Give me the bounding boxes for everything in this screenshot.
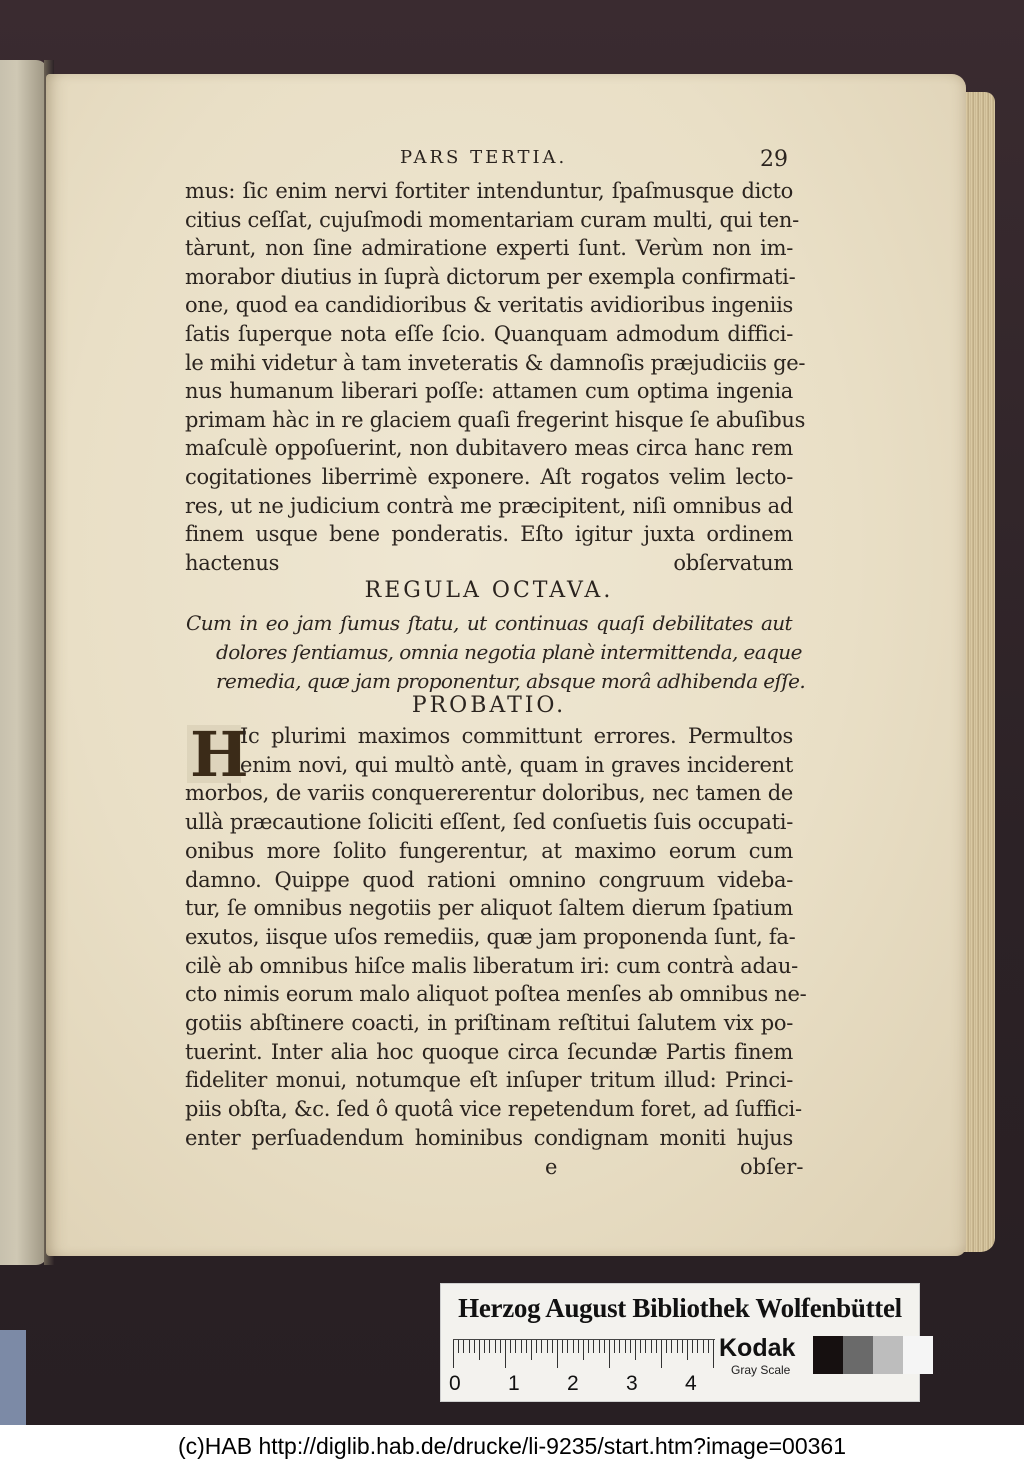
gray-swatch bbox=[903, 1336, 933, 1374]
heading-probatio: PROBATIO. bbox=[411, 693, 567, 718]
text-line: Ic plurimi maximos committunt errores. Permultos bbox=[240, 724, 793, 748]
color-reference-card bbox=[440, 1283, 920, 1402]
kodak-logo: Kodak bbox=[719, 1334, 796, 1362]
text-line: gotiis abſtinere coacti, in priſtinam reſtitui ſalutem vix po- bbox=[185, 1011, 793, 1035]
ruler-tick bbox=[614, 1340, 615, 1353]
ruler-tick bbox=[682, 1340, 683, 1353]
text-line: enter perſuadendum hominibus condignam moniti hujus bbox=[185, 1125, 793, 1150]
ruler-tick bbox=[552, 1340, 553, 1353]
ruler-tick bbox=[495, 1340, 496, 1353]
ruler-tick bbox=[562, 1340, 563, 1353]
ruler-tick bbox=[484, 1340, 485, 1353]
ruler-tick bbox=[604, 1340, 605, 1353]
text-line: maſculè oppoſuerint, non dubitavero meas circa hanc rem bbox=[185, 436, 793, 461]
ruler-number: 0 bbox=[449, 1372, 461, 1395]
ruler-tick bbox=[635, 1340, 636, 1360]
ruler-tick bbox=[666, 1340, 667, 1353]
text-line: hactenus obſervatum bbox=[185, 550, 793, 575]
text-line: nus humanum liberari poſſe: attamen cum optima ingenia bbox=[185, 379, 793, 404]
ruler-tick bbox=[583, 1340, 584, 1360]
text-line: cogitationes liberrimè exponere. Aſt rogatos velim lecto- bbox=[185, 465, 793, 489]
ruler-tick bbox=[599, 1340, 600, 1353]
text-line: tuerint. Inter alia hoc quoque circa ſecundæ Partis finem bbox=[185, 1039, 793, 1064]
ruler-tick bbox=[708, 1340, 709, 1353]
ruler-tick bbox=[510, 1340, 511, 1353]
drop-capital: H bbox=[190, 718, 249, 791]
color-target-edge bbox=[0, 1330, 26, 1425]
ruler-tick bbox=[541, 1340, 542, 1353]
ruler-number: 3 bbox=[626, 1372, 638, 1395]
gray-swatch bbox=[813, 1336, 843, 1374]
ruler-tick bbox=[567, 1340, 568, 1353]
ruler-tick bbox=[573, 1340, 574, 1353]
ruler-tick bbox=[453, 1340, 454, 1368]
ruler-tick bbox=[458, 1340, 459, 1353]
text-line: one, quod ea candidioribus & veritatis avidioribus ingeniis bbox=[185, 293, 793, 318]
ruler-tick bbox=[625, 1340, 626, 1353]
gray-swatch bbox=[843, 1336, 873, 1374]
text-line: finem usque bene ponderatis. Eſto igitur juxta ordinem bbox=[185, 522, 793, 547]
running-head: PARS TERTIA. bbox=[400, 147, 568, 168]
ruler-tick bbox=[463, 1340, 464, 1353]
ruler-tick bbox=[661, 1340, 662, 1368]
text-line: tàrunt, non ſine admiratione experti ſunt. Verùm non im- bbox=[185, 236, 793, 261]
text-line: ſatis ſuperque nota eſſe ſcio. Quanquam admodum diffici- bbox=[185, 322, 793, 346]
text-line: citius ceſſat, cujuſmodi momentariam curam multi, qui ten- bbox=[185, 207, 799, 232]
gray-scale-label: Gray Scale bbox=[731, 1363, 791, 1377]
ruler-tick bbox=[593, 1340, 594, 1353]
ruler-tick bbox=[697, 1340, 698, 1353]
ruler-tick bbox=[630, 1340, 631, 1353]
text-line: exutos, iisque uſos remediis, quæ jam proponenda ſunt, fa- bbox=[185, 924, 796, 949]
text-line: ullà præcautione ſoliciti eſſent, ſed conſuetis ſuis occupati- bbox=[185, 810, 793, 835]
ruler-tick bbox=[500, 1340, 501, 1353]
credit-line: (c)HAB http://diglib.hab.de/drucke/li-9235/start.htm?image=00361 bbox=[177, 1433, 846, 1459]
ruler-number: 4 bbox=[685, 1372, 697, 1395]
ruler-tick bbox=[505, 1340, 506, 1368]
text-line: fideliter monui, notumque eſt inſuper tritum illud: Princi- bbox=[185, 1068, 793, 1093]
text-line: cto nimis eorum malo aliquot poſtea menſes ab omnibus ne- bbox=[185, 982, 807, 1007]
ruler-tick bbox=[713, 1340, 714, 1368]
text-line: morabor diutius in ſuprà dictorum per exempla confirmati- bbox=[185, 264, 796, 289]
ruler-tick bbox=[645, 1340, 646, 1353]
ruler-tick bbox=[677, 1340, 678, 1353]
ruler-tick bbox=[557, 1340, 558, 1368]
italic-line: remedia, quæ jam proponentur, absque morâ adhibenda eſſe. bbox=[216, 669, 806, 693]
text-line: morbos, de variis conquererentur doloribus, nec tamen de bbox=[185, 781, 793, 806]
text-line: mus: ſic enim nervi fortiter intenduntur, ſpaſmusque dicto bbox=[185, 179, 793, 203]
ruler-tick bbox=[526, 1340, 527, 1353]
ruler-tick bbox=[479, 1340, 480, 1360]
facing-page-edge bbox=[0, 60, 48, 1265]
text-line: damno. Quippe quod rationi omnino congruum videba- bbox=[185, 867, 793, 892]
ruler-tick bbox=[588, 1340, 589, 1353]
ruler-number: 1 bbox=[508, 1372, 520, 1395]
ruler-tick bbox=[547, 1340, 548, 1353]
library-name: Herzog August Bibliothek Wolfenbüttel bbox=[458, 1293, 902, 1323]
ruler-tick bbox=[671, 1340, 672, 1353]
ruler-tick bbox=[521, 1340, 522, 1353]
ruler-tick bbox=[531, 1340, 532, 1360]
ruler-tick bbox=[651, 1340, 652, 1353]
catchword: obſer- bbox=[740, 1155, 804, 1179]
ruler-tick bbox=[619, 1340, 620, 1353]
scale-ruler bbox=[453, 1339, 715, 1370]
text-line: piis obſta, &c. ſed ô quotâ vice repetendum foret, ad ſuffici- bbox=[185, 1097, 802, 1122]
text-line: primam hàc in re glaciem quaſi fregerint hisque ſe abuſibus bbox=[185, 407, 806, 432]
text-line: enim novi, qui multò antè, quam in graves inciderent bbox=[240, 752, 793, 777]
text-line: onibus more ſolito fungerentur, at maximo eorum cum bbox=[185, 838, 793, 863]
ruler-tick bbox=[703, 1340, 704, 1353]
ruler-tick bbox=[692, 1340, 693, 1353]
text-line: le mihi videtur à tam inveteratis & damnoſis præjudiciis ge- bbox=[185, 350, 806, 375]
text-line: res, ut ne judicium contrà me præcipitent, niſi omnibus ad bbox=[185, 493, 793, 518]
gray-swatch bbox=[873, 1336, 903, 1374]
ruler-tick bbox=[640, 1340, 641, 1353]
credit-bar bbox=[0, 1425, 1024, 1469]
italic-line: Cum in eo jam ſumus ſtatu, ut continuas quaſi debilitates aut bbox=[186, 611, 792, 635]
text-line: tur, ſe omnibus negotiis per aliquot ſaltem dierum ſpatium bbox=[185, 896, 793, 921]
ruler-tick bbox=[578, 1340, 579, 1353]
ruler-tick bbox=[515, 1340, 516, 1353]
ruler-tick bbox=[536, 1340, 537, 1353]
ruler-numbers bbox=[449, 1372, 719, 1396]
ruler-number: 2 bbox=[567, 1372, 579, 1395]
heading-regula: REGULA OCTAVA. bbox=[364, 578, 614, 603]
ruler-tick bbox=[474, 1340, 475, 1353]
ruler-tick bbox=[656, 1340, 657, 1353]
ruler-tick bbox=[469, 1340, 470, 1353]
ruler-tick bbox=[609, 1340, 610, 1368]
italic-line: dolores ſentiamus, omnia negotia planè intermittenda, eaque bbox=[216, 640, 802, 664]
text-line: cilè ab omnibus hiſce malis liberatum iri: cum contrà adau- bbox=[185, 953, 798, 978]
page-number: 29 bbox=[760, 147, 788, 172]
ruler-tick bbox=[687, 1340, 688, 1360]
signature-mark: e bbox=[545, 1155, 558, 1179]
ruler-tick bbox=[489, 1340, 490, 1353]
